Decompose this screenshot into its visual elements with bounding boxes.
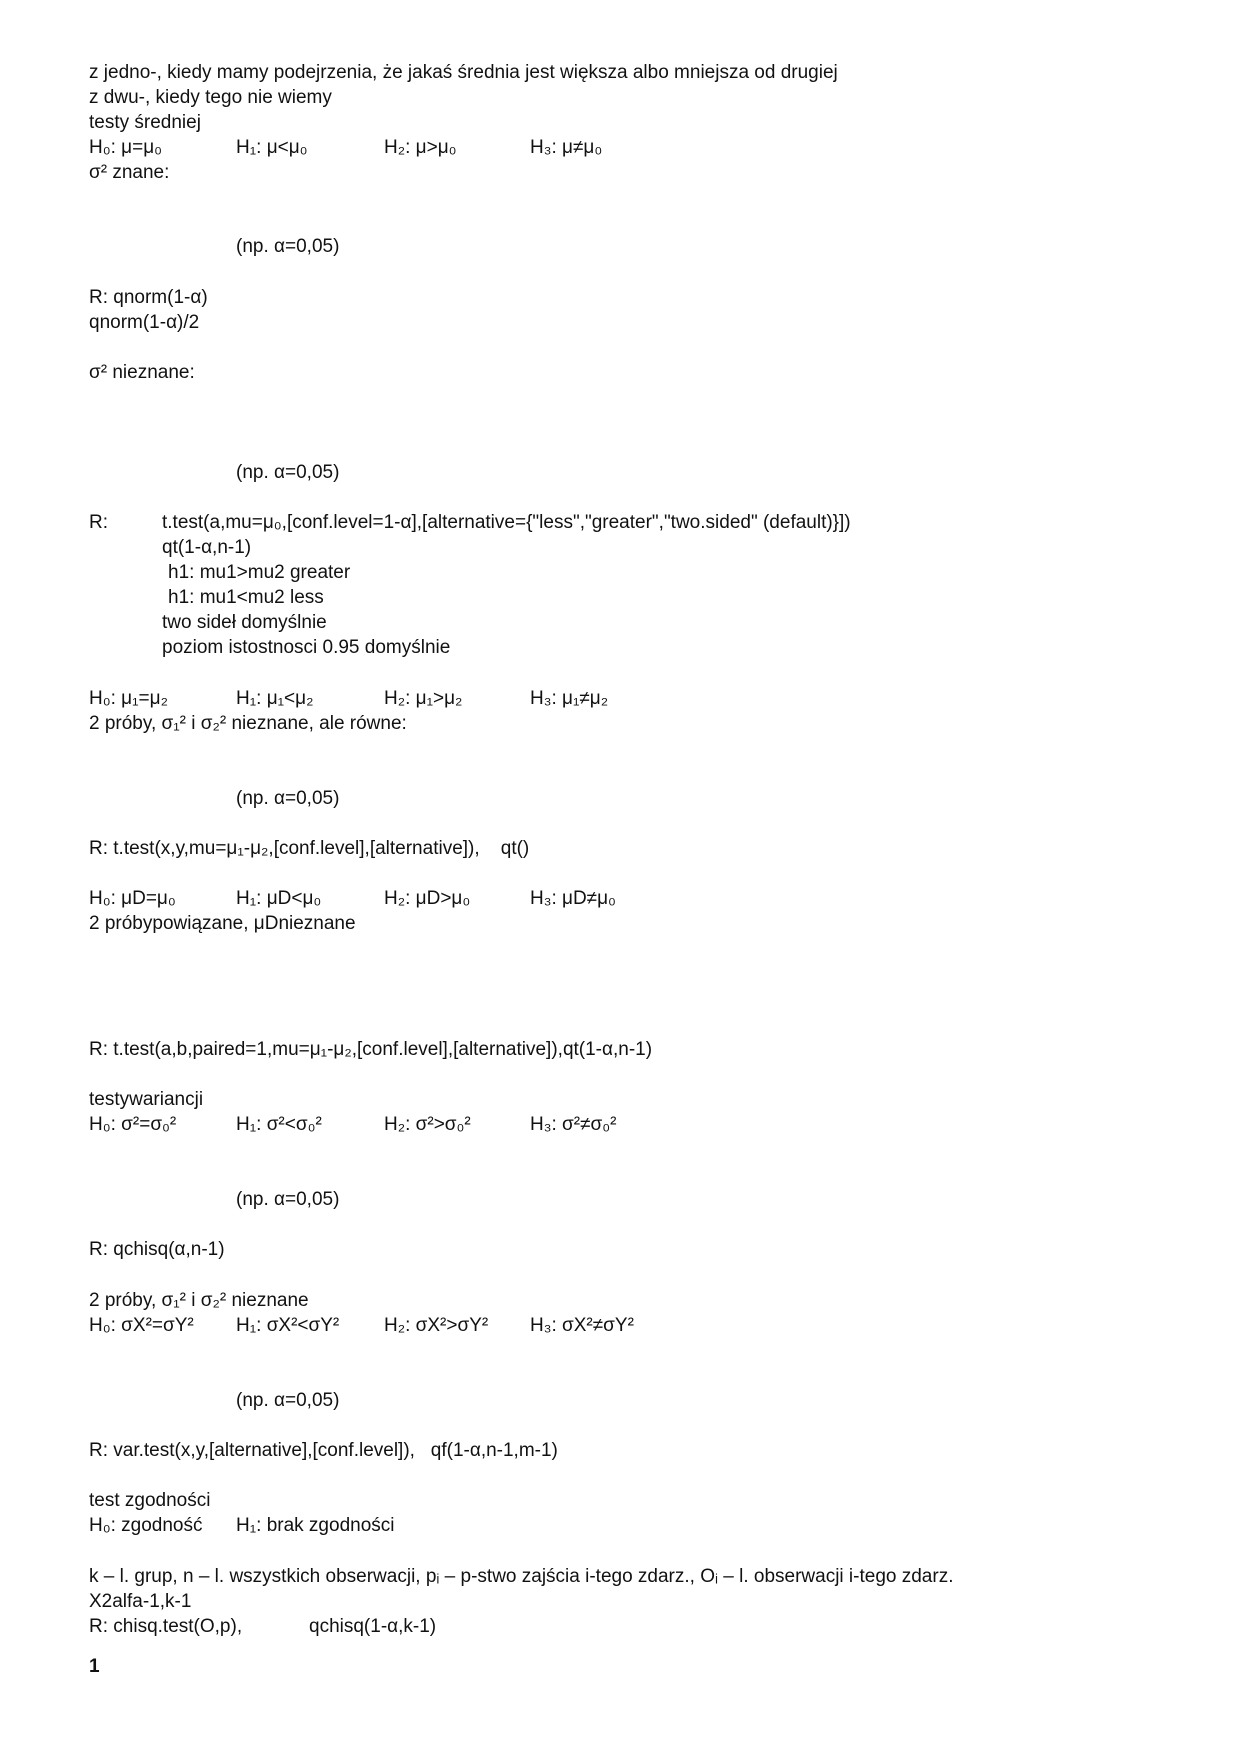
r-code-line: R: var.test(x,y,[alternative],[conf.level]), qf(1-α,n-1,m-1) [89,1440,558,1461]
hypothesis-h2: H₂: μD>μ₀ [384,888,471,909]
hypothesis-h0: H₀: zgodność [89,1515,203,1536]
alpha-note: (np. α=0,05) [236,788,340,809]
hypothesis-h1: H₁: brak zgodności [236,1515,395,1536]
text-line: 2 próby, σ₁² i σ₂² nieznane [89,1290,309,1311]
hypothesis-h2: H₂: μ>μ₀ [384,137,457,158]
hypothesis-h0: H₀: σX²=σY² [89,1315,194,1336]
alpha-note: (np. α=0,05) [236,1189,340,1210]
r-label: R: [89,512,108,533]
hypothesis-h1: H₁: σ²<σ₀² [236,1114,322,1135]
hypothesis-h1: H₁: μD<μ₀ [236,888,322,909]
r-code-line: R: chisq.test(O,p), [89,1616,243,1637]
r-code-line: qt(1-α,n-1) [162,537,252,558]
hypothesis-h3: H₃: σX²≠σY² [530,1315,634,1336]
text-line: z jedno-, kiedy mamy podejrzenia, że jakaś średnia jest większa albo mniejsza od drugiej [89,62,838,83]
hypothesis-h0: H₀: μD=μ₀ [89,888,176,909]
text-line: two sideł domyślnie [162,612,327,633]
hypothesis-h0: H₀: μ₁=μ₂ [89,688,168,709]
text-line: σ² znane: [89,162,170,183]
hypothesis-h0: H₀: σ²=σ₀² [89,1114,177,1135]
text-line: X2alfa-1,k-1 [89,1591,192,1612]
text-line: z dwu-, kiedy tego nie wiemy [89,87,332,108]
hypothesis-h2: H₂: σ²>σ₀² [384,1114,471,1135]
alpha-note: (np. α=0,05) [236,1390,340,1411]
section-heading: testy średniej [89,112,201,133]
text-line: 2 próbypowiązane, μDnieznane [89,913,356,934]
r-code-line: R: qchisq(α,n-1) [89,1239,225,1260]
hypothesis-h3: H₃: σ²≠σ₀² [530,1114,617,1135]
r-code-line: R: t.test(a,b,paired=1,mu=μ₁-μ₂,[conf.level],[alternative]),qt(1-α,n-1) [89,1039,653,1060]
section-heading: test zgodności [89,1490,211,1511]
text-line: 2 próby, σ₁² i σ₂² nieznane, ale równe: [89,713,407,734]
hypothesis-h2: H₂: σX²>σY² [384,1315,489,1336]
hypothesis-h3: H₃: μ₁≠μ₂ [530,688,609,709]
text-line: σ² nieznane: [89,362,195,383]
alpha-note: (np. α=0,05) [236,236,340,257]
text-line: poziom istostnosci 0.95 domyślnie [162,637,451,658]
hypothesis-h3: H₃: μD≠μ₀ [530,888,616,909]
text-line: h1: mu1<mu2 less [168,587,324,608]
hypothesis-h0: H₀: μ=μ₀ [89,137,163,158]
hypothesis-h1: H₁: μ<μ₀ [236,137,308,158]
r-code-line: R: t.test(x,y,mu=μ₁-μ₂,[conf.level],[alternative]), qt() [89,838,530,859]
hypothesis-h1: H₁: μ₁<μ₂ [236,688,314,709]
hypothesis-h2: H₂: μ₁>μ₂ [384,688,463,709]
page-number: 1 [89,1656,100,1677]
text-line: h1: mu1>mu2 greater [168,562,351,583]
r-code-line: qchisq(1-α,k-1) [309,1616,437,1637]
section-heading: testywariancji [89,1089,204,1110]
text-line: k – l. grup, n – l. wszystkich obserwacji, pᵢ – p-stwo zajścia i-tego zdarz., Oᵢ – l. obserwacji i-tego zdarz. [89,1566,954,1587]
hypothesis-h3: H₃: μ≠μ₀ [530,137,603,158]
r-code-line: R: qnorm(1-α) [89,287,208,308]
r-code-line: t.test(a,mu=μ₀,[conf.level=1-α],[alternative={"less","greater","two.sided" (default)}]) [162,512,851,533]
alpha-note: (np. α=0,05) [236,462,340,483]
r-code-line: qnorm(1-α)/2 [89,312,200,333]
hypothesis-h1: H₁: σX²<σY² [236,1315,340,1336]
